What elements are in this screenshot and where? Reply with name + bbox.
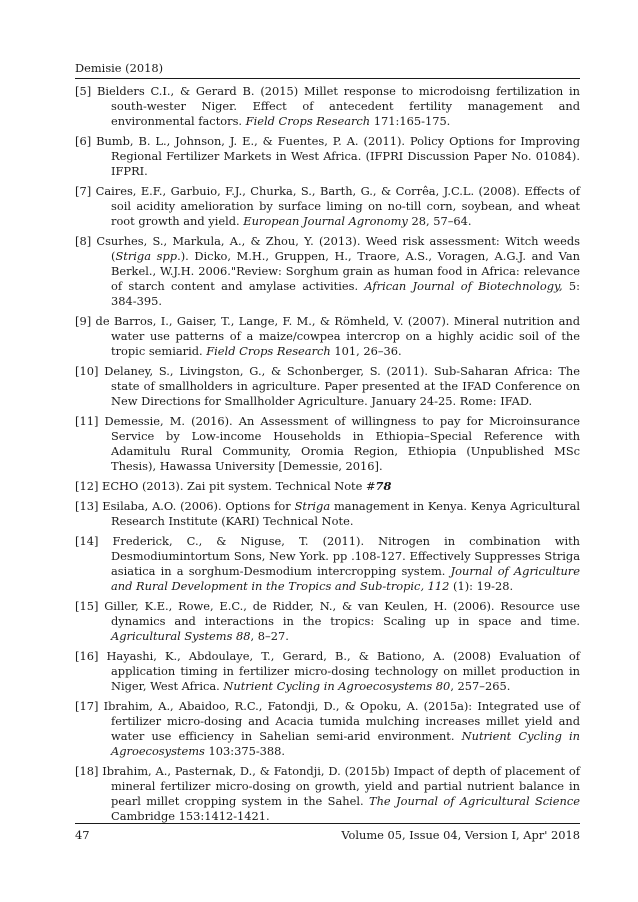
reference-number: [8] — [75, 233, 92, 248]
reference-item — [75, 314, 580, 359]
reference-item — [75, 599, 580, 644]
reference-text: Giller, K.E., Rowe, E.C., de Ridder, N., & van Keulen, H. (2006). Resource use dynamics and interactions in the tropics: Scaling up in space and time. — [104, 598, 580, 628]
reference-italic-text: Nutrient Cycling in Agroecosystems 80 — [223, 678, 451, 693]
reference-item — [75, 499, 580, 529]
reference-list — [75, 84, 580, 829]
reference-number: [14] — [75, 533, 99, 548]
reference-item — [75, 534, 580, 594]
issue-info: Volume 05, Issue 04, Version I, Apr' 2018 — [341, 828, 580, 842]
reference-number: [16] — [75, 648, 99, 663]
reference-text: 103:375-388. — [204, 744, 286, 758]
reference-number: [17] — [75, 698, 99, 713]
reference-item — [75, 234, 580, 309]
reference-item — [75, 649, 580, 694]
reference-item — [75, 699, 580, 759]
reference-number: [15] — [75, 598, 99, 613]
reference-text: Delaney, S., Livingston, G., & Schonberger, S. (2011). Sub-Saharan Africa: The state of smallholders in agriculture. Paper presented at the IFAD Conference on New Directions for Smallholder Agriculture. January 24-25. Rome: IFAD. — [104, 364, 580, 409]
reference-text: .). Dicko, M.H., Gruppen, H., Traore, A.S., Voragen, A.G.J. and Van Berkel., W.J.H. 2006."Review: Sorghum grain as human food in Africa: relevance of starch content and amylase activities. — [111, 249, 580, 294]
reference-text: Ibrahim, A., Pasternak, D., & Fatondji, D. (2015b) Impact of depth of placement of mineral fertilizer micro-dosing on growth, yield and partial nutrient balance in pearl millet cropping system in the Sahel. — [102, 763, 580, 808]
reference-italic-text: Striga — [294, 498, 331, 513]
reference-text: , 8–27. — [250, 628, 289, 643]
reference-number: [9] — [75, 314, 92, 329]
reference-item — [75, 479, 580, 494]
reference-item — [75, 84, 580, 129]
page-footer — [75, 828, 580, 842]
reference-number: [11] — [75, 414, 99, 428]
reference-number: [12] — [75, 479, 99, 494]
reference-text: management in Kenya. Kenya Agricultural Research Institute (KARI) Technical Note. — [111, 498, 581, 528]
reference-text: Bumb, B. L., Johnson, J. E., & Fuentes, P. A. (2011). Policy Options for Improving Regional Fertilizer Markets in West Africa. (IFPRI Discussion Paper No. 01084). IFPRI. — [96, 133, 580, 179]
reference-italic-text: Field Crops Research — [245, 114, 371, 129]
reference-text: Hayashi, K., Abdoulaye, T., Gerard, B., & Bationo, A. (2008) Evaluation of application timing in fertilizer micro-dosing technology on millet production in Niger, West Africa. — [106, 648, 580, 693]
reference-text: Caires, E.F., Garbuio, F.J., Churka, S., Barth, G., & Corrêa, J.C.L. (2008). Effects of soil acidity amelioration by surface liming on no-till corn, soybean, and wheat root growth and yield. — [95, 183, 580, 229]
reference-italic-text: Agricultural Systems 88 — [111, 628, 251, 643]
reference-number: [18] — [75, 763, 99, 778]
reference-item — [75, 184, 580, 229]
reference-italic-text: Striga spp — [115, 249, 178, 263]
reference-text: 28, 57–64. — [407, 214, 472, 229]
reference-text: 101, 26–36. — [330, 344, 402, 359]
reference-number: [13] — [75, 498, 99, 513]
page-number: 47 — [75, 828, 90, 842]
reference-number: [7] — [75, 183, 92, 198]
reference-item — [75, 764, 580, 824]
reference-text: Frederick, C., & Niguse, T. (2011). Nitrogen in combination with Desmodiumintortum Sons, New York. pp .108-127. Effectively Suppresses Striga asiatica in a sorghum-Desmodium intercropping system. — [111, 533, 581, 578]
reference-italic-text: European Journal Agronomy — [243, 214, 408, 229]
footer-rule — [75, 823, 580, 824]
reference-italic-text: Journal of Agriculture and Rural Development in the Tropics and Sub-tropic, 112 — [111, 563, 580, 593]
reference-text: ECHO (2013). Zai pit system. Technical Note # — [102, 479, 376, 494]
reference-text: , 257–265. — [450, 678, 511, 693]
reference-item — [75, 364, 580, 409]
reference-number: [10] — [75, 364, 99, 379]
reference-text: Esilaba, A.O. (2006). Options for — [102, 498, 295, 513]
reference-italic-text: Field Crops Research — [206, 344, 331, 359]
reference-text: Demessie, M. (2016). An Assessment of willingness to pay for Microinsurance Service by Low-income Households in Ethiopia–Special Reference with Adamitulu Rural Community, Oromia Region, Ethiopia (Unpublished MSc Thesis), Hawassa University [Demessie, 2016]. — [104, 414, 581, 474]
reference-text: Cambridge 153:1412-1421. — [111, 809, 270, 824]
reference-number: [6] — [75, 133, 92, 148]
reference-italic-text: Nutrient Cycling in Agroecosystems — [111, 728, 580, 758]
reference-text: de Barros, I., Gaiser, T., Lange, F. M., & Römheld, V. (2007). Mineral nutrition and water use patterns of a maize/cowpea intercrop on a highly acidic soil of the tropic semiarid. — [95, 314, 580, 359]
reference-number: [5] — [75, 84, 92, 98]
reference-item — [75, 134, 580, 179]
header-rule — [75, 78, 580, 79]
reference-italic-text: The Journal of Agricultural Science — [368, 793, 580, 808]
reference-text: Bielders C.I., & Gerard B. (2015) Millet response to microdoisng fertilization in south-wester Niger. Effect of antecedent fertility management and environmental factors. — [96, 84, 580, 129]
reference-text: (1): 19-28. — [449, 579, 514, 593]
reference-italic-text: African Journal of Biotechnology, — [364, 279, 563, 294]
running-head: Demisie (2018) — [75, 61, 164, 75]
reference-text: Ibrahim, A., Abaidoo, R.C., Fatondji, D., & Opoku, A. (2015a): Integrated use of fertilizer micro-dosing and Acacia tumida mulching increases millet yield and water use efficiency in Sahelian semi-arid environment. — [103, 698, 581, 743]
reference-text: 171:165-175. — [370, 114, 451, 129]
reference-text: Csurhes, S., Markula, A., & Zhou, Y. (2013). Weed risk assessment: Witch weeds ( — [96, 233, 580, 263]
reference-text: 5: 384-395. — [111, 279, 580, 309]
reference-italic-text: 78 — [375, 479, 392, 494]
reference-item — [75, 414, 580, 474]
